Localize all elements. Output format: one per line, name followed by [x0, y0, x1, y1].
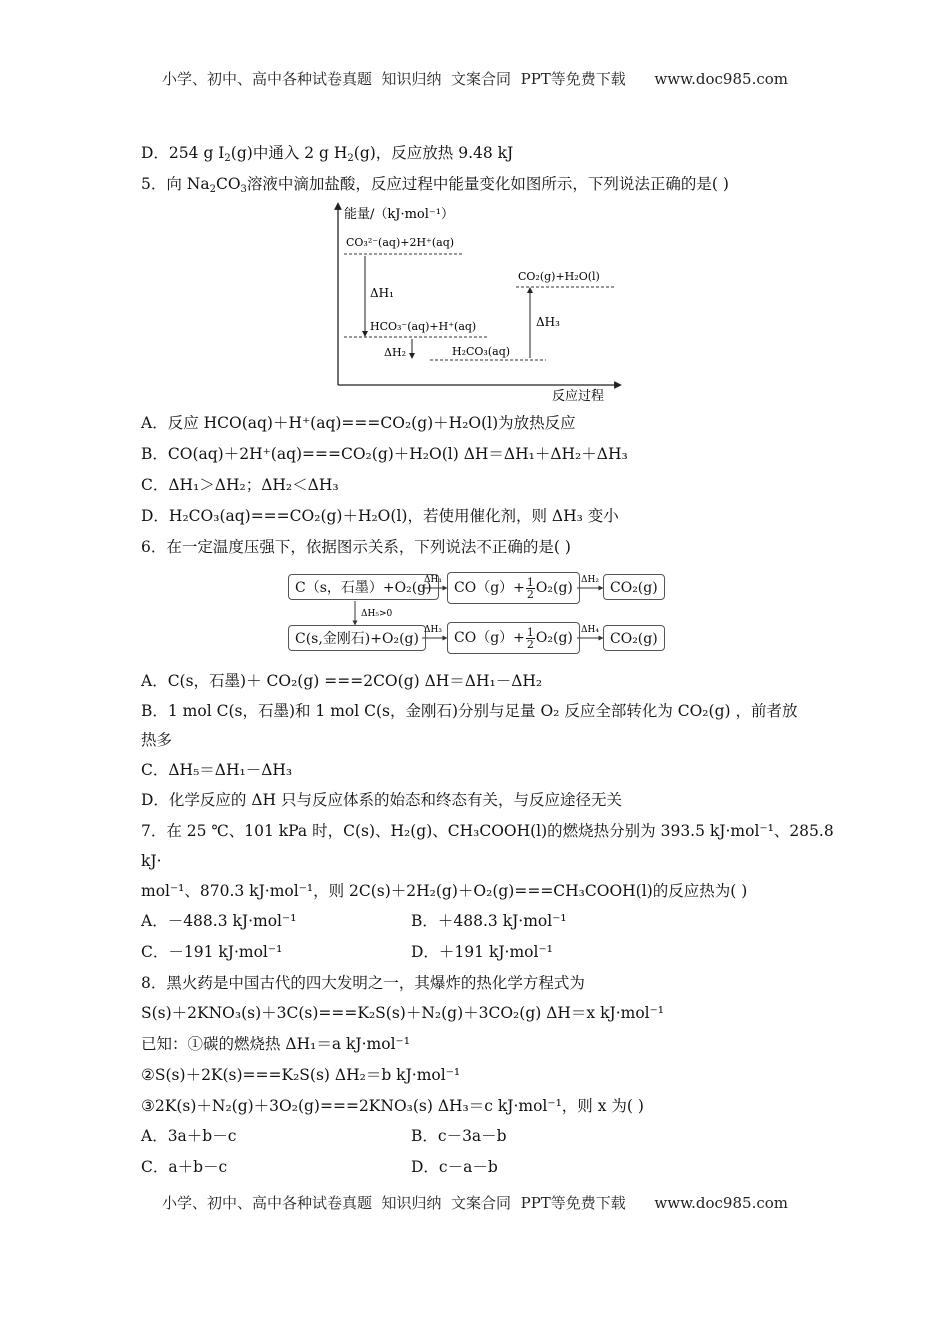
q6-option-a: A．C(s，石墨)＋ CO₂(g) ===2CO(g) ΔH＝ΔH₁－ΔH₂	[141, 672, 543, 690]
box-co-bottom: CO（g）+ $\frac{1}{2}$ O₂(g)	[447, 622, 580, 654]
q8-known-3: ③2K(s)＋N₂(g)＋3O₂(g)===2KNO₃(s) ΔH₃＝c kJ·mol⁻¹，则 x 为( )	[141, 1097, 644, 1115]
page-header: 小学、初中、高中各种试卷真题 知识归纳 文案合同 PPT等免费下载 www.doc985.com	[161, 70, 788, 88]
box-diamond: C(s,金刚石)+O₂(g)	[288, 625, 426, 651]
level4-label: CO₂(g)+H₂O(l)	[518, 270, 600, 283]
path-diagram	[285, 570, 665, 662]
page-footer: 小学、初中、高中各种试卷真题 知识归纳 文案合同 PPT等免费下载 www.doc985.com	[161, 1194, 788, 1212]
q8-stem-line1: 8．黑火药是中国古代的四大发明之一，其爆炸的热化学方程式为	[141, 974, 585, 992]
q8-known-1: 已知：①碳的燃烧热 ΔH₁＝a kJ·mol⁻¹	[141, 1035, 410, 1053]
q8-options-cd	[141, 1157, 498, 1177]
box-graphite: C（s，石墨）+O₂(g)	[288, 574, 439, 600]
q7-stem-line3: mol⁻¹、870.3 kJ·mol⁻¹，则 2C(s)＋2H₂(g)＋O₂(g)===CH₃COOH(l)的反应热为( )	[141, 882, 748, 900]
q6-option-d: D．化学反应的 ΔH 只与反应体系的始态和终态有关，与反应途径无关	[141, 791, 622, 809]
label-dh5: ΔH₅>0	[361, 609, 393, 619]
q8-option-c: C．a＋b－c	[141, 1158, 228, 1176]
box-co2-bottom: CO₂(g)	[603, 625, 665, 651]
q6-option-c: C．ΔH₅＝ΔH₁－ΔH₃	[141, 761, 293, 779]
q8-option-b: B．c－3a－b	[411, 1127, 507, 1145]
q7-options-ab	[141, 911, 567, 931]
q7-stem-line2: kJ·	[141, 852, 162, 870]
q5-option-c: C．ΔH₁＞ΔH₂；ΔH₂＜ΔH₃	[141, 476, 339, 494]
box-co-top: CO（g）+ $\frac{1}{2}$ O₂(g)	[447, 572, 580, 604]
q8-option-a: A．3a＋b－c	[141, 1127, 237, 1145]
level3-label: H₂CO₃(aq)	[452, 345, 511, 358]
q5-option-b: B．CO(aq)＋2H⁺(aq)===CO₂(g)＋H₂O(l) ΔH＝ΔH₁＋ΔH₂＋ΔH₃	[141, 445, 628, 463]
box-co2-top: CO₂(g)	[603, 574, 665, 600]
level2-label: HCO₃⁻(aq)+H⁺(aq)	[370, 320, 477, 333]
q4-option-d: D．254 g $I_2(g)$中通入 2 g $H_2(g)$，反应放热 9.48 kJ	[141, 144, 514, 164]
dh3-label: ΔH₃	[536, 315, 560, 329]
q5-stem: 5．向 $Na_2CO_3$溶液中滴加盐酸，反应过程中能量变化如图所示，下列说法正确的是( )	[141, 175, 729, 195]
q8-option-d: D．c－a－b	[411, 1158, 498, 1176]
q8-options-ab	[141, 1126, 507, 1146]
label-dh1: ΔH₁	[424, 575, 442, 585]
label-dh2: ΔH₂	[581, 575, 599, 585]
label-dh3: ΔH₃	[424, 625, 442, 635]
dh1-label: ΔH₁	[370, 286, 394, 300]
q7-option-d: D．＋191 kJ·mol⁻¹	[411, 943, 553, 961]
q7-stem-line1: 7．在 25 ℃、101 kPa 时，C(s)、H₂(g)、CH₃COOH(l)的燃烧热分别为 393.5 kJ·mol⁻¹、285.8	[141, 822, 834, 840]
q7-option-b: B．＋488.3 kJ·mol⁻¹	[411, 912, 567, 930]
y-axis-label: 能量/（kJ·mol⁻¹）	[344, 207, 454, 222]
energy-diagram	[320, 200, 630, 405]
q5-option-a: A．反应 HCO(aq)＋H⁺(aq)===CO₂(g)＋H₂O(l)为放热反应	[141, 414, 576, 432]
q7-option-a: A．－488.3 kJ·mol⁻¹	[141, 912, 297, 930]
label-dh4: ΔH₄	[581, 625, 599, 635]
dh2-label: ΔH₂	[384, 346, 406, 359]
q5-option-d: D．H₂CO₃(aq)===CO₂(g)＋H₂O(l)，若使用催化剂，则 ΔH₃ 变小	[141, 507, 619, 525]
q7-option-c: C．－191 kJ·mol⁻¹	[141, 943, 283, 961]
q6-option-b-line1: B．1 mol C(s，石墨)和 1 mol C(s，金刚石)分别与足量 O₂ 反应全部转化为 CO₂(g) ，前者放	[141, 702, 798, 720]
q6-stem: 6．在一定温度压强下，依据图示关系，下列说法不正确的是( )	[141, 538, 571, 556]
q8-equation: S(s)＋2KNO₃(s)＋3C(s)===K₂S(s)＋N₂(g)＋3CO₂(g) ΔH＝x kJ·mol⁻¹	[141, 1004, 665, 1022]
q8-known-2: ②S(s)＋2K(s)===K₂S(s) ΔH₂＝b kJ·mol⁻¹	[141, 1066, 461, 1084]
x-axis-label: 反应过程	[552, 389, 605, 404]
level1-label: CO₃²⁻(aq)+2H⁺(aq)	[346, 236, 455, 249]
q6-option-b-line2: 热多	[141, 731, 173, 749]
q7-options-cd	[141, 942, 553, 962]
